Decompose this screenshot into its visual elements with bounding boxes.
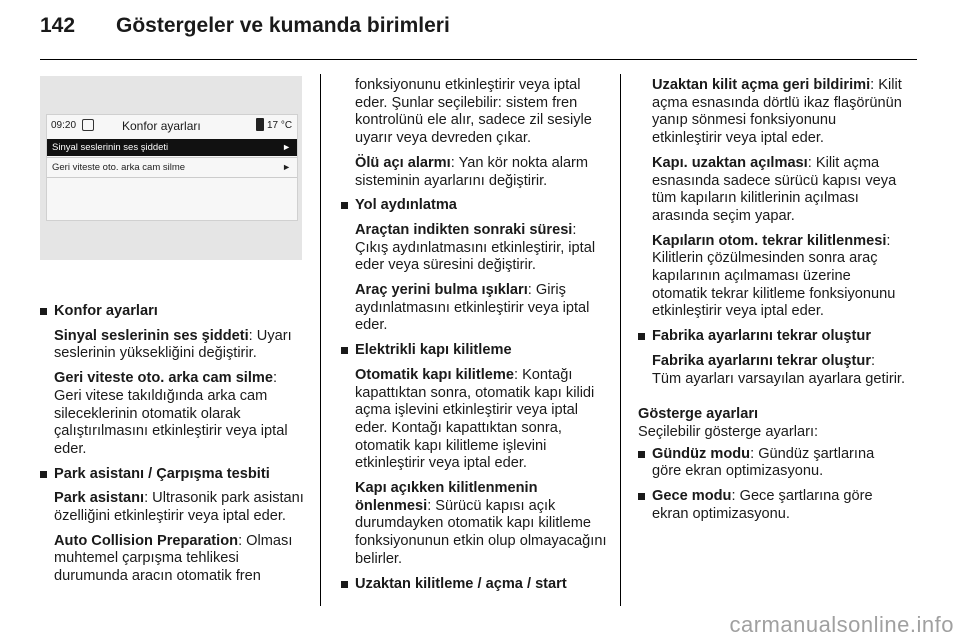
paragraph: [355, 222, 607, 275]
term: Otomatik kapı kilitleme: [355, 366, 514, 383]
term: Park asistanı: [54, 490, 145, 507]
watermark: carmanualsonline.info: [729, 612, 954, 637]
section-heading: Yol aydınlatma: [341, 197, 607, 215]
description: : Ultrasonik park asistanı özelliğini etkinleştirir veya iptal eder.: [54, 490, 304, 525]
term: Ölü açı alarmı: [355, 154, 451, 171]
section-heading: Gösterge ayarları: [638, 406, 759, 423]
paragraph: [652, 155, 906, 226]
display-time: 09:20: [51, 120, 77, 131]
term: Kapıların otom. tekrar kilitlenmesi: [652, 232, 887, 249]
phone-icon: [256, 118, 264, 131]
description: : Kilit açma esnasında dörtlü ikaz flaşörünün yanıp sönmesi fonksiyonunu etkinleştirir veya iptal eder.: [652, 77, 902, 147]
description: : Çıkış aydınlatmasını etkinleştirir, iptal eder veya süresini değiştirir.: [355, 221, 596, 274]
section-heading: Fabrika ayarlarını tekrar oluştur: [638, 328, 906, 346]
display-temperature: 17 °C: [267, 120, 293, 131]
description: : Geri vitese takıldığında arka cam sileceklerinin otomatik olarak çalıştırılmasını etkinleştirir veya iptal eder.: [54, 370, 288, 457]
display-menu-item-selected: [47, 139, 297, 156]
term: Fabrika ayarlarını tekrar oluştur: [652, 352, 871, 369]
page-number: 142: [40, 14, 76, 37]
header-rule: [40, 59, 917, 60]
text-column-1: [40, 303, 308, 586]
paragraph: [652, 353, 906, 388]
paragraph: [54, 490, 308, 525]
term: Sinyal seslerinin ses şiddeti: [54, 327, 249, 344]
display-status-bar: [47, 115, 297, 139]
description: : Giriş aydınlatmasını etkinleştirir veya iptal eder.: [355, 282, 590, 334]
column-divider: [320, 74, 321, 606]
chevron-right-icon: ►: [282, 142, 291, 152]
display-menu-item-label: Geri viteste oto. arka cam silme: [52, 162, 186, 173]
description: : Yan kör nokta alarm sisteminin ayarlarını değiştirir.: [355, 154, 589, 189]
term: Araç yerini bulma ışıkları: [355, 282, 528, 299]
term: Geri viteste oto. arka cam silme: [54, 370, 274, 387]
description: : Kontağı kapattıktan sonra, otomatik kapı kilidi açma işlevini etkinleştirir veya iptal eder. Kontağı kapattıktan sonra, otomatik kapı kilitleme işlevini etkinleştirir veya iptal eder.: [355, 366, 595, 472]
description: : Tüm ayarları varsayılan ayarlara getirir.: [652, 352, 906, 387]
term: Gündüz modu: [652, 445, 751, 462]
description: : Kilit açma esnasında sadece sürücü kapısı veya tüm kapıların kilitlerinin açılması arasında seçim yapar.: [652, 154, 897, 224]
page-header: [40, 14, 450, 38]
description: : Uyarı seslerinin yüksekliğini değiştirir.: [54, 327, 292, 362]
description: : Gece şartlarına göre ekran optimizasyonu.: [652, 488, 873, 522]
text-column-2: [341, 77, 607, 593]
clock-icon: [82, 119, 94, 131]
section-heading: Uzaktan kilitleme / açma / start: [341, 576, 607, 594]
term: Auto Collision Preparation: [54, 532, 239, 549]
paragraph: [54, 370, 308, 459]
term: Araçtan indikten sonraki süresi: [355, 221, 573, 238]
paragraph: [355, 155, 607, 190]
term: Uzaktan kilit açma geri bildirimi: [652, 77, 871, 93]
paragraph: [355, 367, 607, 473]
page-title: Göstergeler ve kumanda birimleri: [116, 14, 450, 37]
display-menu-item-label: Sinyal seslerinin ses şiddeti: [52, 142, 169, 153]
term: Kapı. uzaktan açılması: [652, 154, 808, 171]
paragraph: [652, 233, 906, 322]
paragraph: [54, 533, 308, 586]
display-divider: [47, 177, 297, 178]
display-screenshot: [40, 76, 302, 260]
section-heading: Konfor ayarları: [40, 303, 308, 321]
bullet-item: [638, 488, 906, 523]
description: : Olması muhtemel çarpışma tehlikesi durumunda aracın otomatik fren: [54, 532, 293, 585]
description: : Sürücü kapısı açık durumdayken otomatik kapı kilitleme fonksiyonunun etkin olup olmayacağını belirler.: [355, 497, 607, 567]
paragraph: [54, 328, 308, 363]
paragraph: fonksiyonunu etkinleştirir veya iptal eder. Şunlar seçilebilir: sistem fren kontrolünü ele alır, sadece zil sesiyle uyarır veya devreden çıkar.: [355, 77, 592, 147]
description: : Kilitlerin çözülmesinden sonra araç kapılarının açılmaması üzerine otomatik tekrar kilitleme fonksiyonunu etkinleştirir veya iptal eder.: [652, 232, 896, 320]
display-screen: [46, 114, 298, 221]
description: : Gündüz şartlarına göre ekran optimizasyonu.: [652, 445, 875, 480]
column-divider: [620, 74, 621, 606]
paragraph: [652, 77, 906, 148]
section-heading: Park asistanı / Çarpışma tesbiti: [40, 466, 308, 484]
paragraph: [355, 480, 607, 569]
paragraph: Seçilebilir gösterge ayarları:: [638, 423, 819, 440]
display-menu-item: [47, 159, 297, 176]
paragraph: [355, 282, 607, 335]
display-divider: [47, 157, 297, 158]
term: Gece modu: [652, 488, 732, 505]
text-column-3: [638, 77, 906, 523]
display-title: Konfor ayarları: [122, 119, 201, 133]
section-heading: Elektrikli kapı kilitleme: [341, 342, 607, 360]
term: Kapı açıkken kilitlenmenin önlenmesi: [355, 480, 538, 514]
bullet-item: [638, 446, 906, 481]
chevron-right-icon: ►: [282, 162, 291, 172]
